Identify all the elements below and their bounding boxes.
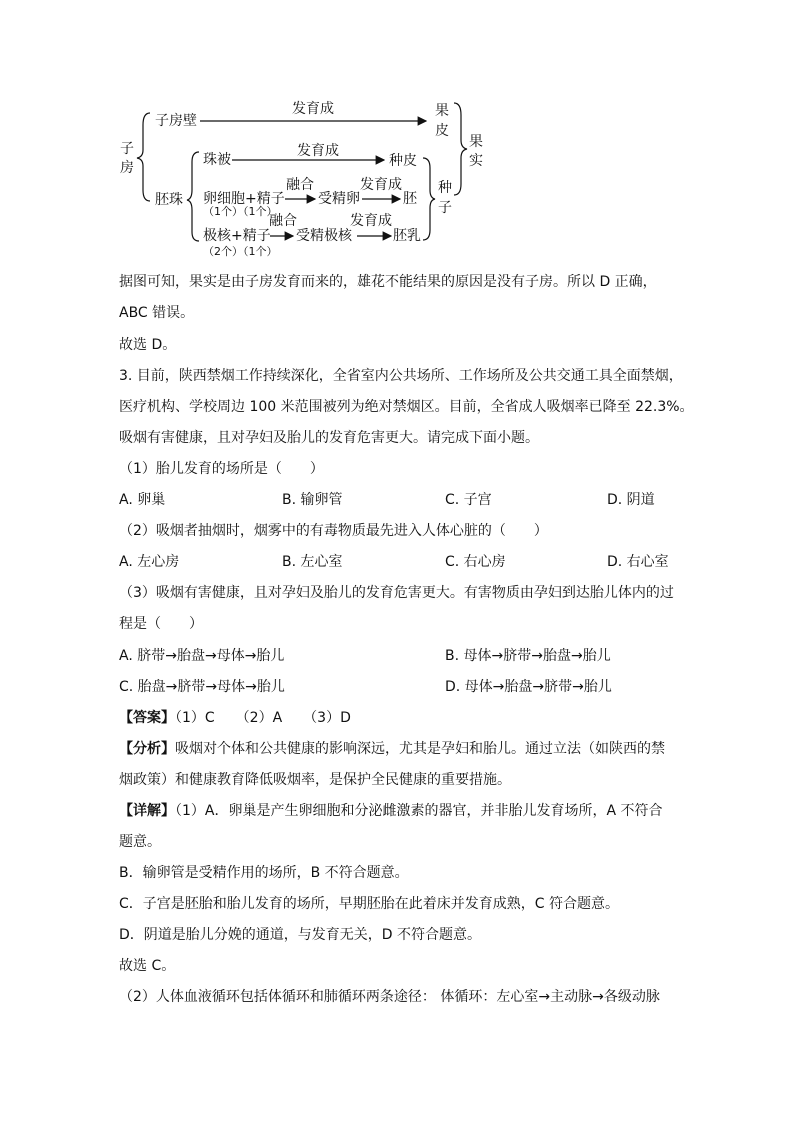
label-count-row2: （2个）（1个） xyxy=(203,245,278,258)
text-line: ABC 错误。 xyxy=(119,305,195,321)
question-3-stem: 医疗机构、学校周边 100 米范围被列为绝对禁烟区。目前，全省成人吸烟率已降至 22.3%。 xyxy=(119,399,694,415)
detail-line-6: 故选 C。 xyxy=(119,958,176,974)
label-peiru: 胚乳 xyxy=(393,228,421,244)
label-ronghe-2: 融合 xyxy=(269,213,297,229)
analysis-line-2: 烟政策）和健康教育降低吸烟率，是保护全民健康的重要措施。 xyxy=(119,772,511,788)
label-zhubei: 珠被 xyxy=(203,152,231,168)
sub-question-1: （1）胎儿发育的场所是（ ） xyxy=(119,461,324,477)
label-jihe-jingzi: 极核+精子 xyxy=(203,228,271,244)
detail-line-2: 题意。 xyxy=(119,834,161,850)
option-3d: D. 母体→胎盘→脐带→胎儿 xyxy=(445,679,612,695)
label-ronghe-1: 融合 xyxy=(286,177,314,193)
sub-question-3: （3）吸烟有害健康，且对孕妇及胎儿的发育危害更大。有害物质由孕妇到达胎儿体内的过 xyxy=(119,585,674,601)
option-3c: C. 胎盘→脐带→母体→胎儿 xyxy=(119,679,285,695)
label-peizhu: 胚珠 xyxy=(155,192,183,208)
text-line: 故选 D。 xyxy=(119,337,177,353)
flower-to-fruit-diagram xyxy=(0,0,794,270)
label-zhongzi: 种子 xyxy=(438,180,452,216)
option-2c: C. 右心房 xyxy=(445,554,506,570)
detail-line xyxy=(119,801,663,821)
sub-question-3: 程是（ ） xyxy=(119,616,203,632)
detail-line-4: C．子宫是胚胎和胎儿发育的场所，早期胚胎在此着床并发育成熟，C 符合题意。 xyxy=(119,896,619,912)
detail-line-7: （2）人体血液循环包括体循环和肺循环两条途径： 体循环：左心室→主动脉→各级动脉 xyxy=(119,989,660,1005)
label-guoshi: 果实 xyxy=(469,134,483,169)
option-1a: A. 卵巢 xyxy=(119,492,166,508)
label-zifang: 子房 xyxy=(120,141,134,176)
zifang-brace xyxy=(137,113,150,201)
option-1c: C. 子宫 xyxy=(445,492,492,508)
question-3-stem: 3. 目前，陕西禁烟工作持续深化，全省室内公共场所、工作场所及公共交通工具全面禁烟， xyxy=(119,368,683,384)
label-zifangbi: 子房壁 xyxy=(155,113,197,129)
option-3b: B. 母体→脐带→胎盘→胎儿 xyxy=(445,648,611,664)
label-shoujingjihe: 受精极核 xyxy=(296,228,352,244)
label-luanxibao-jingzi: 卵细胞+精子 xyxy=(203,191,285,207)
detail-line-3: B．输卵管是受精作用的场所，B 不符合题意。 xyxy=(119,865,409,881)
label-fayucheng-4: 发育成 xyxy=(350,213,392,229)
detail-line-5: D．阴道是胎儿分娩的通道，与发育无关，D 不符合题意。 xyxy=(119,927,482,943)
answer-tag: 【答案】 xyxy=(119,710,175,726)
label-count-row1: （1个）（1个） xyxy=(203,205,278,218)
option-2a: A. 左心房 xyxy=(119,554,180,570)
label-guopi: 果皮 xyxy=(435,103,449,139)
analysis-line xyxy=(119,739,665,759)
guoshi-brace xyxy=(454,103,467,195)
option-1b: B. 输卵管 xyxy=(282,492,343,508)
answer-line xyxy=(119,708,351,728)
option-1d: D. 阴道 xyxy=(607,492,655,508)
peizhu-brace xyxy=(187,152,199,241)
label-fayucheng-3: 发育成 xyxy=(360,177,402,193)
label-shoujingluan: 受精卵 xyxy=(318,191,360,207)
option-2b: B. 左心室 xyxy=(282,554,343,570)
detail-tag: 【详解】 xyxy=(119,803,175,819)
zhongzi-brace xyxy=(423,158,435,240)
analysis-text: 吸烟对个体和公共健康的影响深远，尤其是孕妇和胎儿。通过立法（如陕西的禁 xyxy=(175,741,665,757)
analysis-tag: 【分析】 xyxy=(119,741,175,757)
option-2d: D. 右心室 xyxy=(607,554,669,570)
label-fayucheng-2: 发育成 xyxy=(297,143,339,159)
text-line: 据图可知，果实是由子房发育而来的，雄花不能结果的原因是没有子房。所以 D 正确， xyxy=(119,274,657,290)
detail-text: （1）A．卵巢是产生卵细胞和分泌雌激素的器官，并非胎儿发育场所，A 不符合 xyxy=(175,803,663,819)
label-fayucheng-top: 发育成 xyxy=(292,101,334,117)
question-3-stem: 吸烟有害健康，且对孕妇及胎儿的发育危害更大。请完成下面小题。 xyxy=(119,430,539,446)
label-pei: 胚 xyxy=(403,191,417,207)
sub-question-2: （2）吸烟者抽烟时，烟雾中的有毒物质最先进入人体心脏的（ ） xyxy=(119,523,548,539)
answer-text: （1）C （2）A （3）D xyxy=(175,710,351,726)
label-zhongpi: 种皮 xyxy=(389,153,417,169)
option-3a: A. 脐带→胎盘→母体→胎儿 xyxy=(119,648,285,664)
